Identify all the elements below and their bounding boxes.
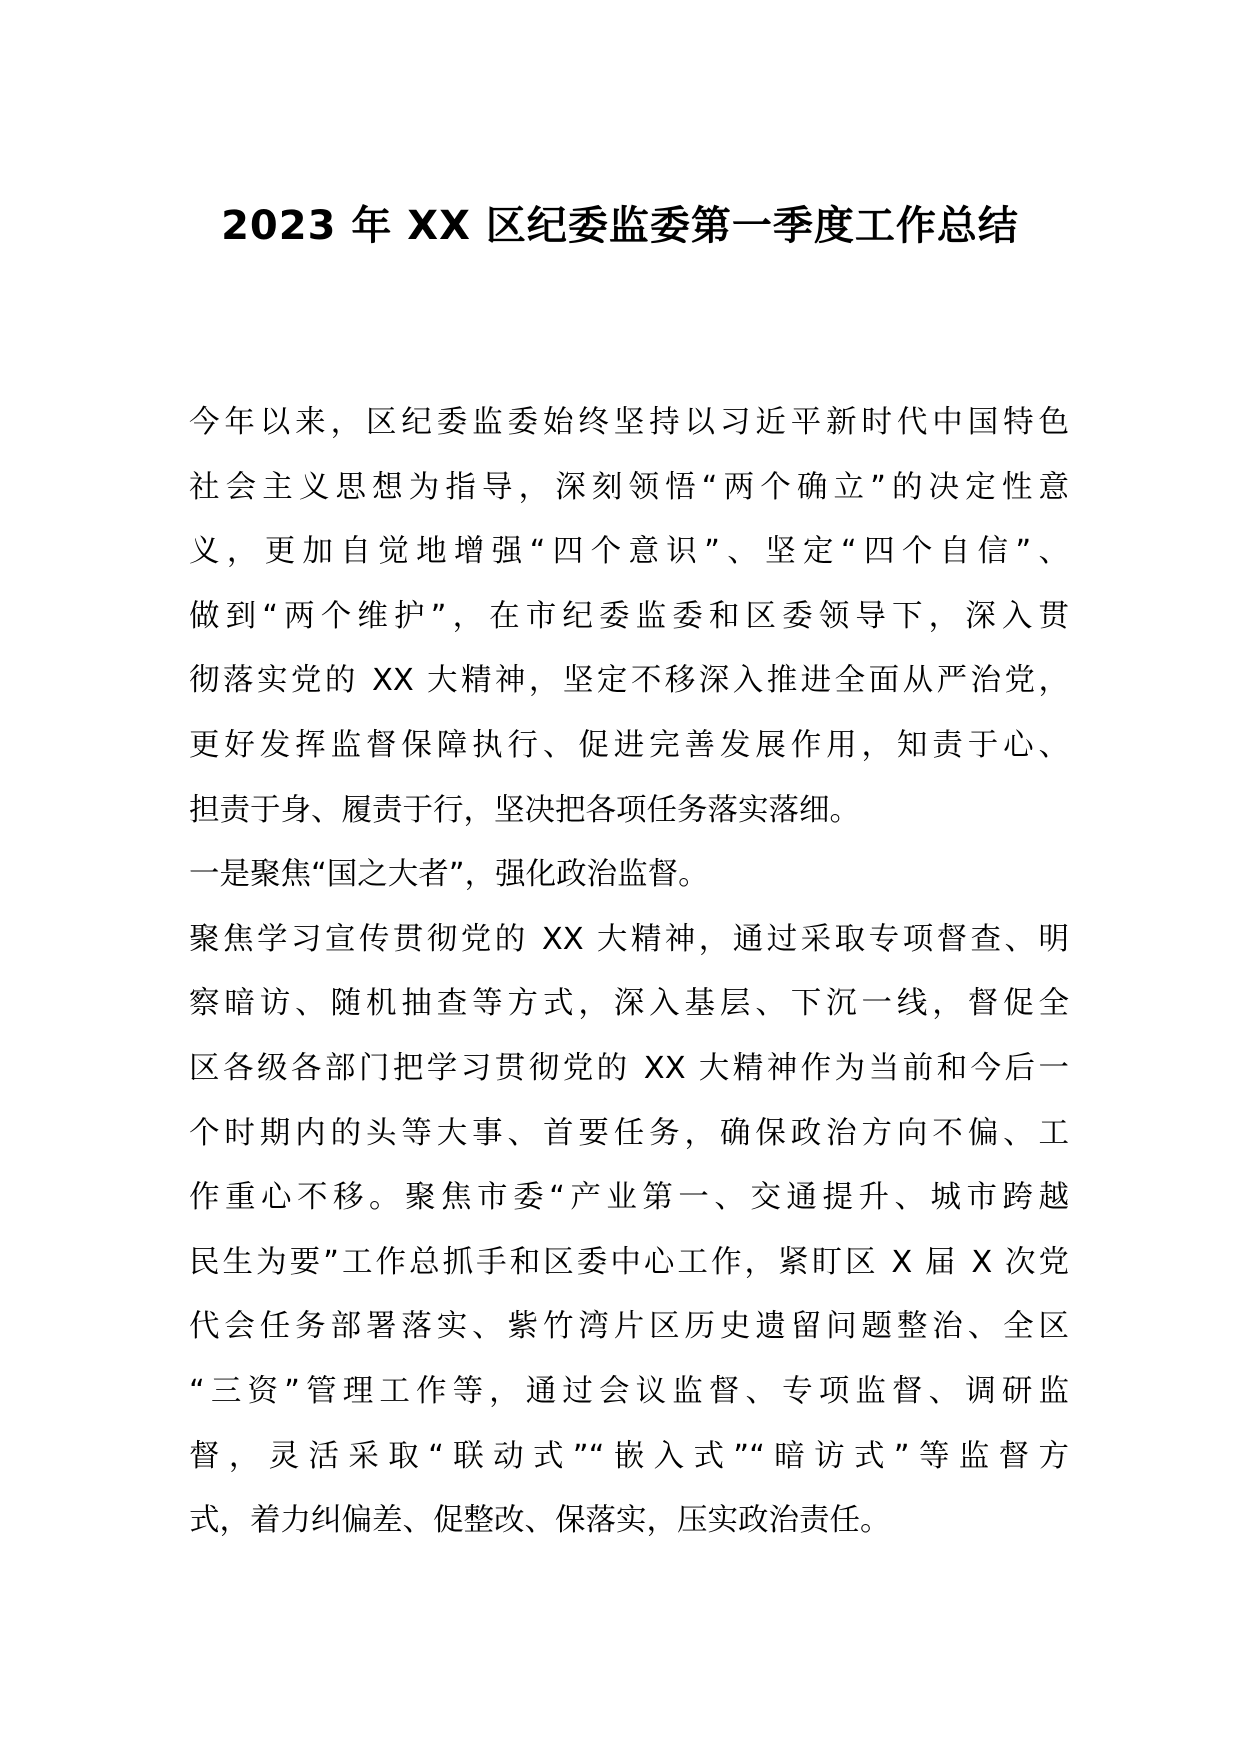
- paragraph-line: “三资”管理工作等，通过会议监督、专项监督、调研监: [189, 1373, 1069, 1409]
- document-title: 2023 年 XX 区纪委监委第一季度工作总结: [221, 203, 1019, 249]
- paragraph-line: 督，灵活采取“联动式”“嵌入式”“暗访式”等监督方: [189, 1438, 1069, 1474]
- paragraph-line: 彻落实党的 XX 大精神，坚定不移深入推进全面从严治党，: [189, 663, 1069, 699]
- paragraph-line: 社会主义思想为指导，深刻领悟“两个确立”的决定性意: [189, 469, 1069, 505]
- paragraph-line: 聚焦学习宣传贯彻党的 XX 大精神，通过采取专项督查、明: [189, 921, 1069, 957]
- paragraph-line: 义，更加自觉地增强“四个意识”、坚定“四个自信”、: [189, 534, 1069, 570]
- paragraph-line: 作重心不移。聚焦市委“产业第一、交通提升、城市跨越: [189, 1180, 1069, 1216]
- paragraph-line: 担责于身、履责于行，坚决把各项任务落实落细。: [189, 792, 860, 828]
- paragraph-line: 察暗访、随机抽查等方式，深入基层、下沉一线，督促全: [189, 986, 1069, 1022]
- section-heading: 一是聚焦“国之大者”，强化政治监督。: [189, 857, 709, 893]
- paragraph-line: 今年以来，区纪委监委始终坚持以习近平新时代中国特色: [189, 405, 1069, 440]
- paragraph-line: 代会任务部署落实、紫竹湾片区历史遗留问题整治、全区: [189, 1309, 1069, 1345]
- paragraph-line: 做到“两个维护”，在市纪委监委和区委领导下，深入贯: [189, 598, 1069, 634]
- paragraph-line: 式，着力纠偏差、促整改、保落实，压实政治责任。: [189, 1503, 891, 1539]
- paragraph-line: 个时期内的头等大事、首要任务，确保政治方向不偏、工: [189, 1115, 1069, 1151]
- paragraph-line: 民生为要”工作总抓手和区委中心工作，紧盯区 X 届 X 次党: [189, 1244, 1069, 1280]
- document-body: [189, 391, 1069, 1554]
- paragraph-line: 更好发挥监督保障执行、促进完善发展作用，知责于心、: [189, 727, 1069, 763]
- paragraph-line: 区各级各部门把学习贯彻党的 XX 大精神作为当前和今后一: [189, 1050, 1069, 1086]
